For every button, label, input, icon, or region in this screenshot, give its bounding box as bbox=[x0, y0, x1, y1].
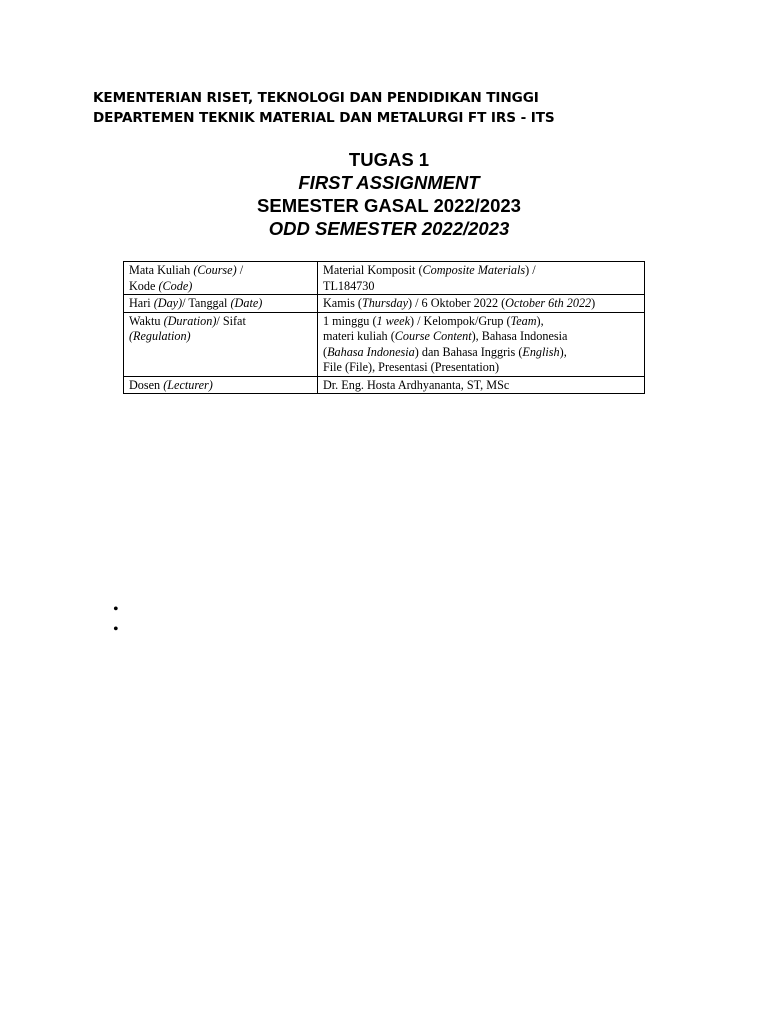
day-value-cell: Kamis (Thursday) / 6 Oktober 2022 (October 6th 2022) bbox=[318, 295, 645, 313]
course-value-cell: Material Komposit (Composite Materials) / TL184730 bbox=[318, 262, 645, 295]
list-item bbox=[113, 620, 133, 640]
table-row bbox=[124, 262, 645, 295]
table-row bbox=[124, 376, 645, 394]
document-header bbox=[93, 88, 733, 128]
lecturer-value-cell: Dr. Eng. Hosta Ardhyananta, ST, MSc bbox=[318, 376, 645, 394]
table-row bbox=[124, 295, 645, 313]
duration-value-cell: 1 minggu (1 week) / Kelompok/Grup (Team), materi kuliah (Course Content), Bahasa Indonesia (Bahasa Indonesia) dan Bahasa Inggris (English), File (File), Presentasi (Presentation) bbox=[318, 312, 645, 376]
title-tugas: TUGAS 1 bbox=[348, 149, 430, 170]
bullet-list bbox=[113, 600, 133, 640]
course-info-table bbox=[123, 261, 645, 394]
lecturer-label-cell: Dosen (Lecturer) bbox=[124, 376, 318, 394]
bullet-icon: • bbox=[113, 601, 119, 618]
day-label-cell: Hari (Day)/ Tanggal (Date) bbox=[124, 295, 318, 313]
title-odd-semester: ODD SEMESTER 2022/2023 bbox=[268, 218, 510, 239]
assignment-title-block bbox=[0, 148, 768, 240]
course-label-cell: Mata Kuliah (Course) / Kode (Code) bbox=[124, 262, 318, 295]
title-semester-gasal: SEMESTER GASAL 2022/2023 bbox=[257, 195, 521, 216]
department-line: DEPARTEMEN TEKNIK MATERIAL DAN METALURGI FT IRS - ITS bbox=[93, 110, 555, 126]
table-row bbox=[124, 312, 645, 376]
list-item bbox=[113, 600, 133, 620]
ministry-line: KEMENTERIAN RISET, TEKNOLOGI DAN PENDIDIKAN TINGGI bbox=[93, 90, 539, 106]
duration-label-cell: Waktu (Duration)/ Sifat (Regulation) bbox=[124, 312, 318, 376]
title-first-assignment: FIRST ASSIGNMENT bbox=[298, 172, 480, 193]
bullet-icon: • bbox=[113, 621, 119, 638]
